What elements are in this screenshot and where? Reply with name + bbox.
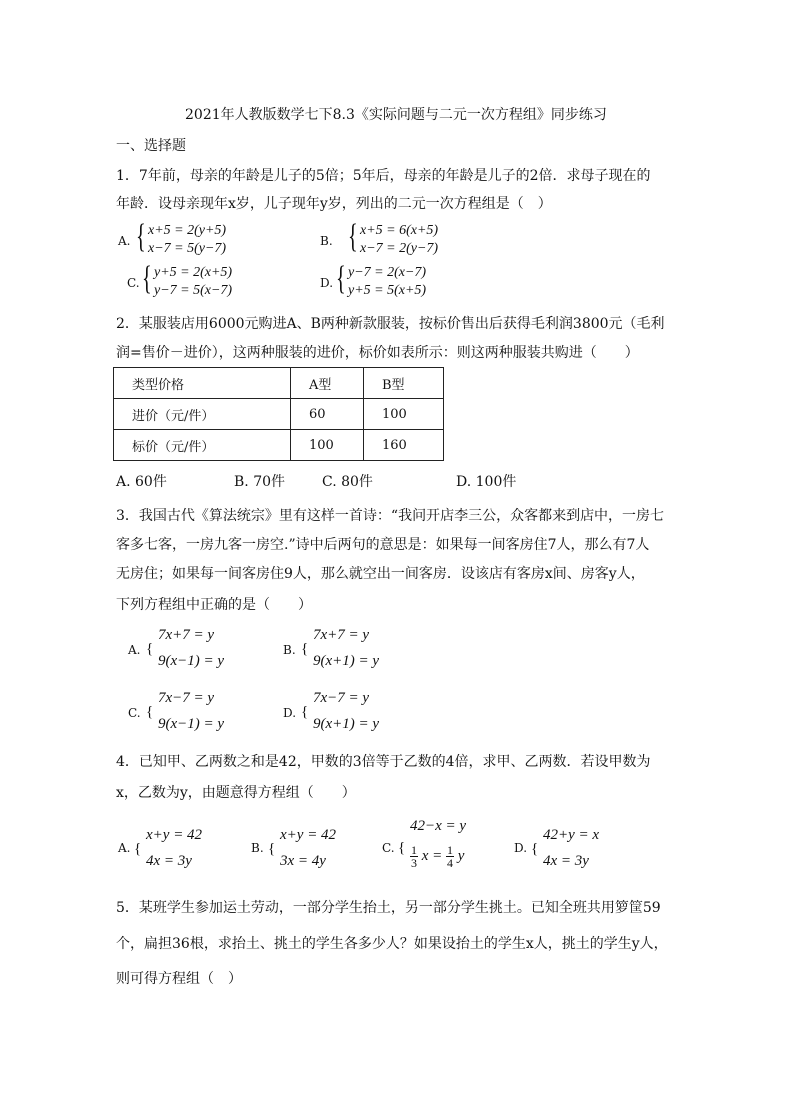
q5-text-line2: 个，扁担36根，求抬土、挑土的学生各多少人？如果设抬土的学生x人，挑土的学生y人， <box>116 936 668 952</box>
q1-text-line2: 年龄．设母亲现年x岁，儿子现年y岁，列出的二元一次方程组是（ ） <box>116 196 552 212</box>
table-cell: 进价（元/件） <box>114 399 291 430</box>
table-row <box>114 399 444 430</box>
equation: x+y = 42 <box>280 827 337 843</box>
q3-option-a-label[interactable]: A. <box>128 643 141 657</box>
brace-icon: { <box>134 841 142 857</box>
q2-option-b[interactable]: B. 70件 <box>234 474 286 490</box>
brace-icon: { <box>142 260 152 297</box>
q3-text-line4: 下列方程组中正确的是（ ） <box>116 597 312 613</box>
brace-icon: { <box>146 641 154 657</box>
q4-option-a-system[interactable] <box>134 827 244 873</box>
table-row <box>114 430 444 461</box>
table-cell: 标价（元/件） <box>114 430 291 461</box>
q2-option-c[interactable]: C. 80件 <box>322 474 373 490</box>
equation: y−7 = 5(x−7) <box>154 283 233 298</box>
table-header-cell: 类型价格 <box>114 368 291 399</box>
q4-option-b-system[interactable] <box>268 827 378 873</box>
q3-text-line3: 无房住；如果每一间客房住9人，那么就空出一间客房．设该店有客房x间、房客y人， <box>116 566 645 582</box>
table-header-cell: B型 <box>364 368 444 399</box>
equation: 7x−7 = y <box>313 690 370 706</box>
q4-option-b-label[interactable]: B. <box>251 841 264 855</box>
table-cell: 60 <box>291 399 364 430</box>
equation: 4x = 3y <box>543 853 589 869</box>
section-heading: 一、选择题 <box>116 138 186 154</box>
equation: 9(x−1) = y <box>158 716 225 732</box>
brace-icon: { <box>531 841 539 857</box>
q1-option-a-system[interactable] <box>136 218 286 261</box>
equation: 9(x+1) = y <box>313 716 380 732</box>
table-header-row <box>114 368 444 399</box>
equation: x+5 = 6(x+5) <box>360 223 439 238</box>
equation: y+5 = 5(x+5) <box>348 283 427 298</box>
q3-text-line2: 客多七客，一房九客一房空.”诗中后两句的意思是：如果每一间客房住7人，那么有7人 <box>116 537 650 553</box>
table-cell: 100 <box>364 399 444 430</box>
page-title: 2021年人教版数学七下8.3《实际问题与二元一次方程组》同步练习 <box>185 107 607 123</box>
equation: 3x = 4y <box>280 853 326 869</box>
equation: x−7 = 5(y−7) <box>148 241 227 256</box>
brace-icon: { <box>398 840 406 856</box>
q1-option-a-label[interactable]: A. <box>118 234 131 248</box>
fraction: $\frac{1}{4}$ <box>447 843 454 870</box>
brace-icon: { <box>136 218 146 255</box>
brace-icon: { <box>301 641 309 657</box>
brace-icon: { <box>348 218 358 255</box>
equation: y+5 = 2(x+5) <box>154 265 233 280</box>
brace-icon: { <box>301 704 309 720</box>
equation: 9(x+1) = y <box>313 653 380 669</box>
table-cell: 160 <box>364 430 444 461</box>
equation: 7x−7 = y <box>158 690 215 706</box>
q1-text-line1: 1．7年前，母亲的年龄是儿子的5倍；5年后，母亲的年龄是儿子的2倍．求母子现在的 <box>116 168 651 184</box>
q4-option-d-system[interactable] <box>531 827 641 873</box>
q3-option-c-label[interactable]: C. <box>128 706 141 720</box>
brace-icon: { <box>336 260 346 297</box>
q2-option-a[interactable]: A. 60件 <box>116 474 167 490</box>
q2-text-line2: 润=售价－进价），这两种服装的进价，标价如表所示：则这两种服装共购进（ ） <box>116 345 639 361</box>
q5-text-line3: 则可得方程组（ ） <box>116 971 242 987</box>
q4-option-a-label[interactable]: A. <box>118 841 131 855</box>
price-table <box>113 367 444 461</box>
q4-option-c-system[interactable] <box>398 818 508 874</box>
equation: 4x = 3y <box>146 853 192 869</box>
q3-option-c-system[interactable] <box>146 690 266 736</box>
table-header-cell: A型 <box>291 368 364 399</box>
q5-text-line1: 5．某班学生参加运土劳动，一部分学生抬土，另一部分学生挑土。已知全班共用箩筐59 <box>116 900 661 916</box>
fraction-equation: $\frac{1}{3}$ x = $\frac{1}{4}$ y <box>411 843 465 870</box>
q3-option-d-system[interactable] <box>301 690 421 736</box>
q2-text-line1: 2．某服装店用6000元购进A、B两种新款服装，按标价售出后获得毛利润3800元（毛利 <box>116 316 665 332</box>
q2-option-d[interactable]: D. 100件 <box>456 474 517 490</box>
q3-option-a-system[interactable] <box>146 627 266 673</box>
fraction: $\frac{1}{3}$ <box>411 843 417 870</box>
equation: 42−x = y <box>410 818 467 834</box>
q1-option-b-system[interactable] <box>348 218 498 261</box>
q4-text-line2: x，乙数为y，由题意得方程组（ ） <box>116 785 356 801</box>
q1-option-b-label[interactable]: B. <box>320 234 333 248</box>
q3-option-d-label[interactable]: D. <box>283 706 297 720</box>
q1-option-c-label[interactable]: C. <box>127 276 140 290</box>
equation: x−7 = 2(y−7) <box>360 241 439 256</box>
q3-option-b-system[interactable] <box>301 627 421 673</box>
equation: x+5 = 2(y+5) <box>148 223 227 238</box>
brace-icon: { <box>268 841 276 857</box>
q3-text-line1: 3．我国古代《算法统宗》里有这样一首诗：“我问开店李三公，众客都来到店中，一房七 <box>116 508 665 524</box>
q1-option-d-system[interactable] <box>336 260 486 303</box>
equation: 42+y = x <box>543 827 600 843</box>
q4-option-d-label[interactable]: D. <box>514 841 528 855</box>
equation: y−7 = 2(x−7) <box>348 265 427 280</box>
q3-option-b-label[interactable]: B. <box>283 643 296 657</box>
brace-icon: { <box>146 704 154 720</box>
q1-option-d-label[interactable]: D. <box>320 276 334 290</box>
q4-text-line1: 4．已知甲、乙两数之和是42，甲数的3倍等于乙数的4倍，求甲、乙两数．若设甲数为 <box>116 754 651 770</box>
equation: x+y = 42 <box>146 827 203 843</box>
equation: 7x+7 = y <box>158 627 215 643</box>
q1-option-c-system[interactable] <box>142 260 292 303</box>
equation: 9(x−1) = y <box>158 653 225 669</box>
q4-option-c-label[interactable]: C. <box>382 841 395 855</box>
equation: 7x+7 = y <box>313 627 370 643</box>
table-cell: 100 <box>291 430 364 461</box>
